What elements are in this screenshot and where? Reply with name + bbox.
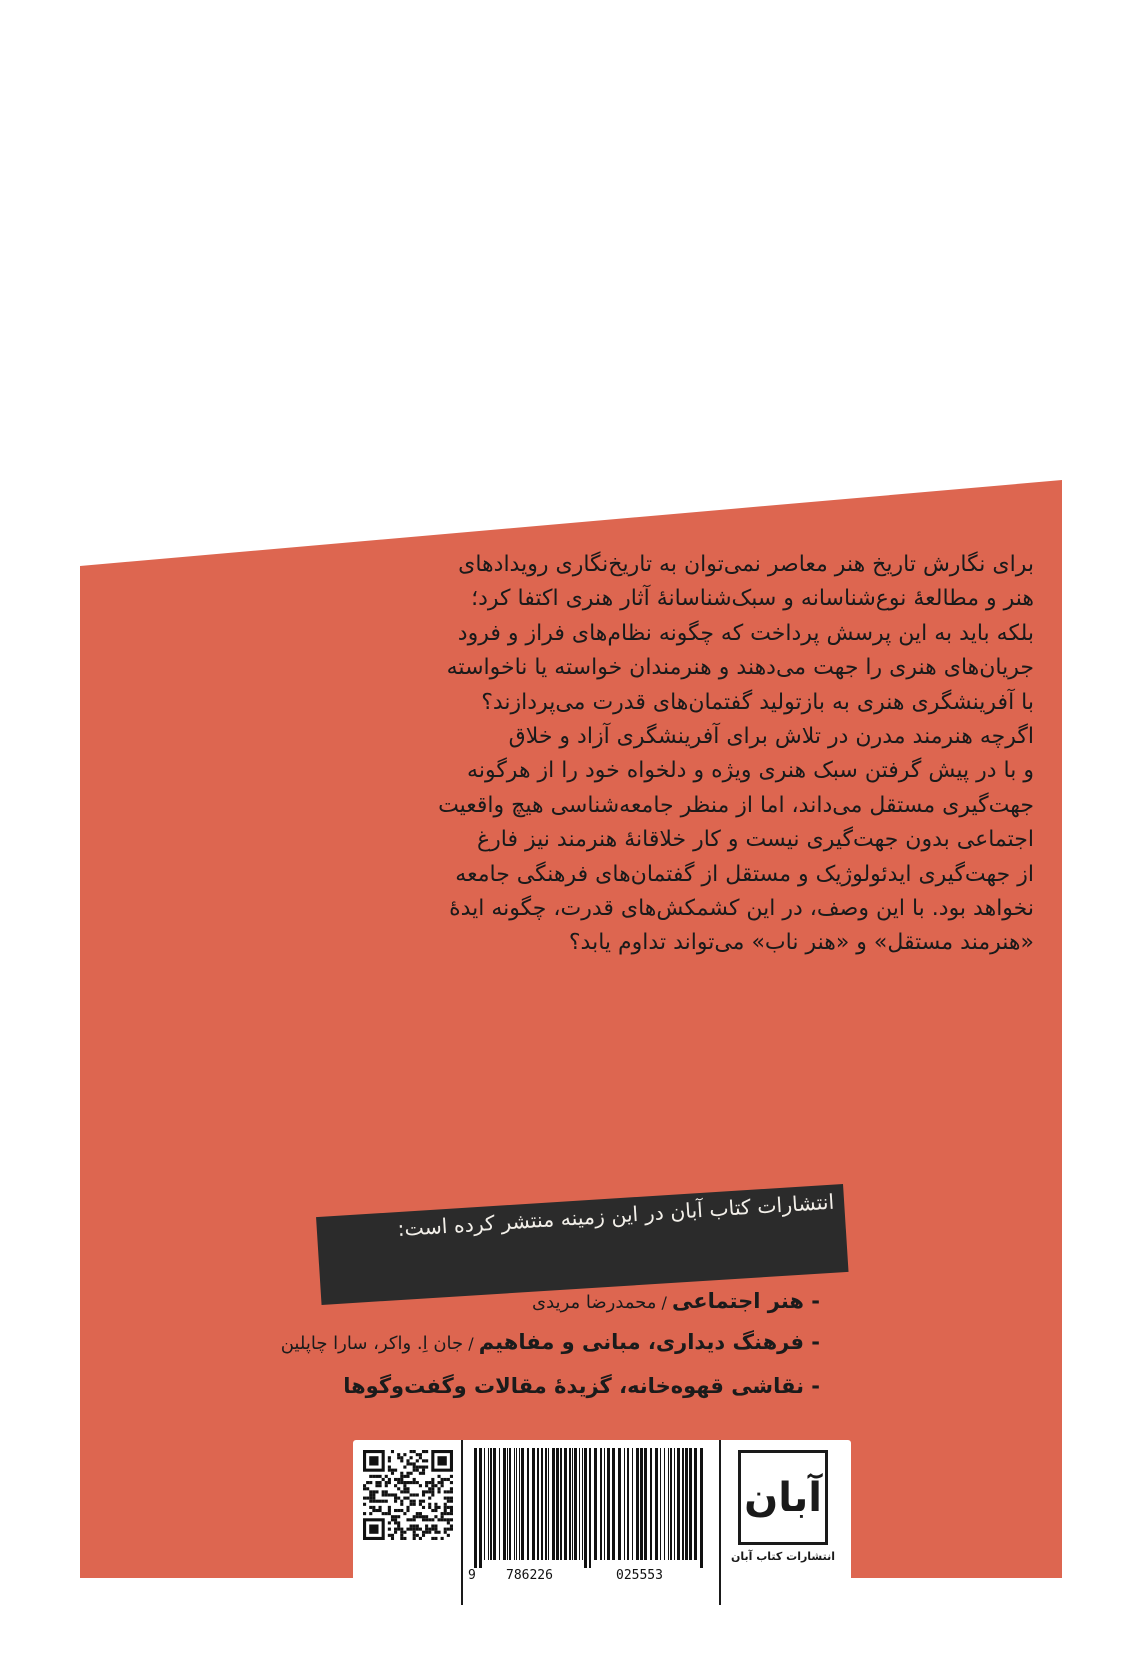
blurb (244, 548, 1034, 961)
divider (461, 1440, 463, 1605)
blurb-line: بلکه باید به این پرسش پرداخت که چگونه نظام‌های فراز و فرود (457, 620, 1034, 646)
blurb-line: جهت‌گیری مستقل می‌داند، اما از منظر جامعه‌شناسی هیچ واقعیت (438, 792, 1034, 818)
related-book-separator: / (656, 1293, 672, 1312)
related-book-title: - هنر اجتماعی (672, 1289, 820, 1313)
blurb-line: جریان‌های هنری را جهت می‌دهند و هنرمندان خواسته یا ناخواسته (446, 655, 1034, 681)
related-book-author: جان اِ. واکر، سارا چاپلین (280, 1333, 464, 1354)
related-book-separator: / (463, 1334, 479, 1353)
blurb-line: با آفرینشگری هنری به بازتولید گفتمان‌های قدرت می‌پردازند؟ (481, 689, 1034, 715)
related-book-title: - نقاشی قهوه‌خانه، گزیدهٔ مقالات وگفت‌وگوها (343, 1374, 820, 1398)
related-book-title: - فرهنگ دیداری، مبانی و مفاهیم (478, 1330, 820, 1354)
isbn-group-2: 025553 (616, 1568, 663, 1583)
footer-box (353, 1440, 851, 1605)
related-book-author: محمدرضا مریدی (532, 1292, 657, 1313)
blurb-line: نخواهد بود. با این وصف، در این کشمکش‌های قدرت، چگونه ایدهٔ (449, 896, 1034, 922)
blurb-line: اجتماعی بدون جهت‌گیری نیست و کار خلاقانهٔ هنرمند نیز فارغ (477, 827, 1034, 853)
related-book-1 (532, 1289, 820, 1313)
divider (719, 1440, 721, 1605)
banner-text: انتشارات کتاب آبان در این زمینه منتشر کرده است: (396, 1189, 835, 1242)
barcode-icon (470, 1448, 708, 1568)
qr-code-icon (363, 1450, 453, 1540)
blurb-line: و با در پیش گرفتن سبک هنری ویژه و دلخواه خود را از هرگونه (467, 758, 1034, 784)
blurb-line: از جهت‌گیری ایدئولوژیک و مستقل از گفتمان‌های فرهنگی جامعه (455, 861, 1034, 887)
related-book-3 (343, 1374, 820, 1398)
isbn-group-1: 786226 (506, 1568, 553, 1583)
blurb-line: «هنرمند مستقل» و «هنر ناب» می‌تواند تداوم یابد؟ (568, 930, 1034, 956)
related-book-2 (281, 1330, 820, 1354)
isbn-prefix: 9 (468, 1568, 476, 1583)
publisher-logo-mark: آبان (738, 1450, 828, 1545)
publisher-caption: انتشارات کتاب آبان (730, 1550, 836, 1563)
blurb-line: اگرچه هنرمند مدرن در تلاش برای آفرینشگری آزاد و خلاق (508, 724, 1034, 750)
publisher-logo (728, 1450, 838, 1590)
blurb-line: برای نگارش تاریخ هنر معاصر نمی‌توان به تاریخ‌نگاری رویدادهای (458, 552, 1034, 577)
blurb-line: هنر و مطالعهٔ نوع‌شناسانه و سبک‌شناسانهٔ آثار هنری اکتفا کرد؛ (471, 586, 1034, 612)
